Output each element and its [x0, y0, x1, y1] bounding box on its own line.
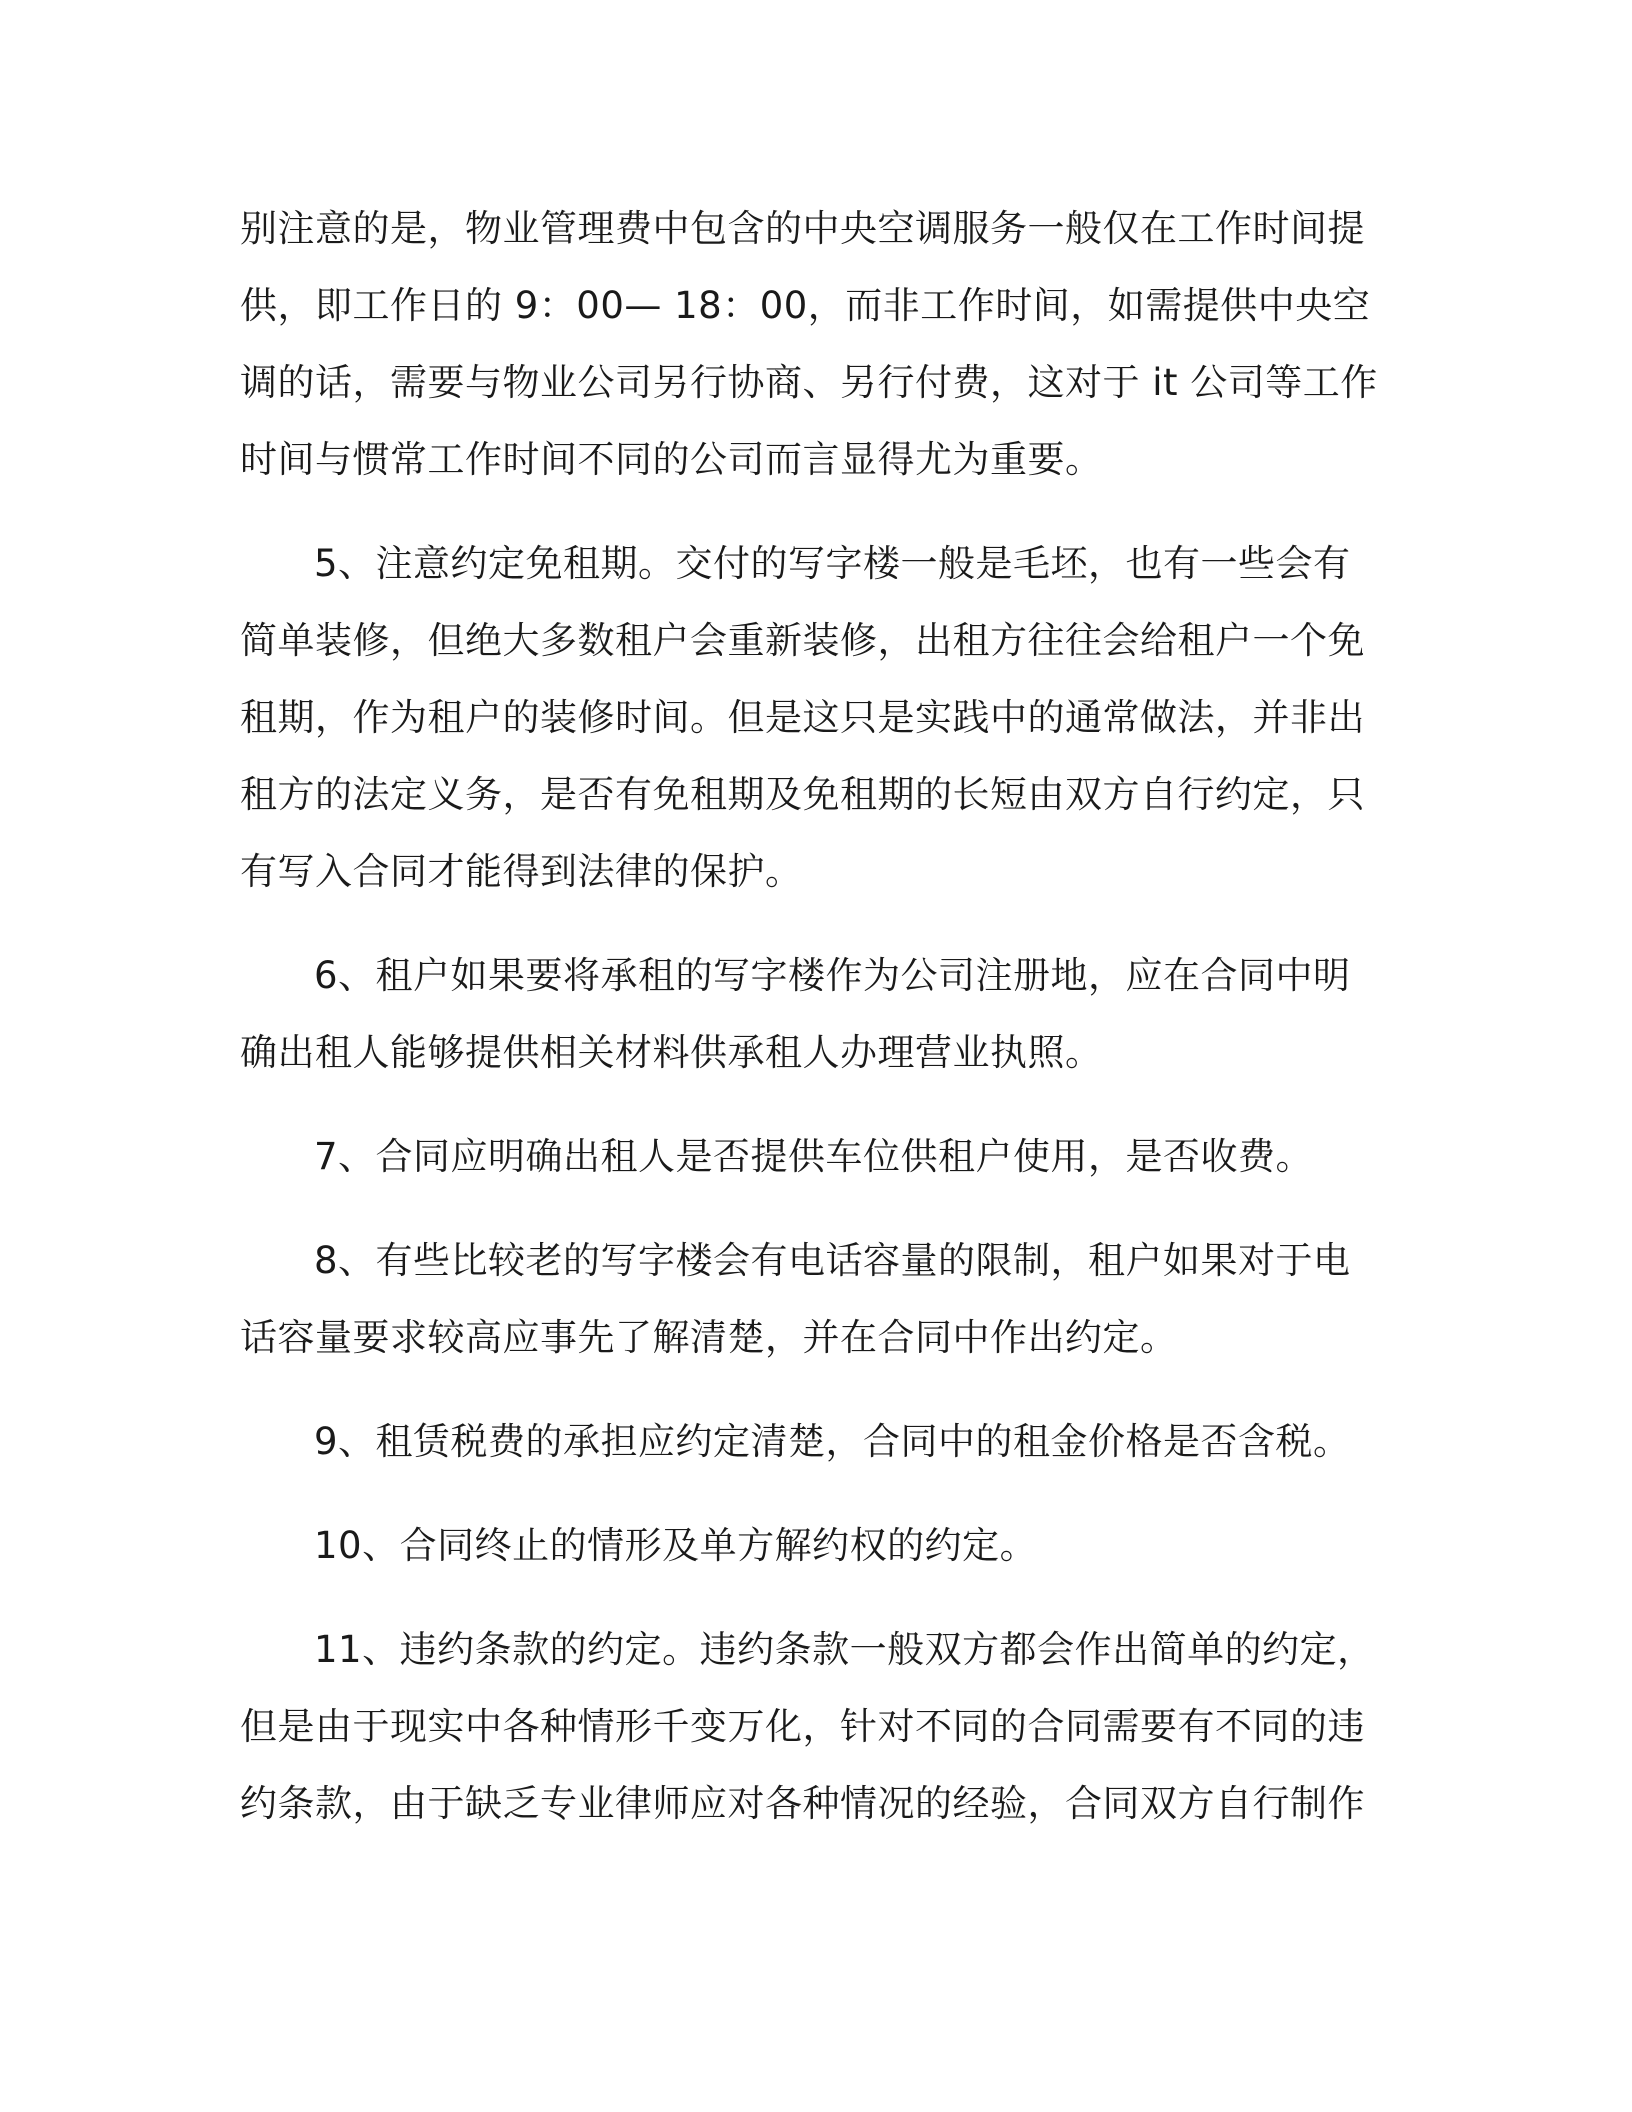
document-body — [240, 190, 1380, 1842]
paragraph-continuation: 别注意的是，物业管理费中包含的中央空调服务一般仅在工作时间提供，即工作日的 9：00— 18：00，而非工作时间，如需提供中央空调的话，需要与物业公司另行协商、另行付费，这对于 it 公司等工作时间与惯常工作时间不同的公司而言显得尤为重要。 — [240, 207, 1378, 481]
paragraph-item-5: 5、注意约定免租期。交付的写字楼一般是毛坯，也有一些会有简单装修，但绝大多数租户会重新装修，出租方往往会给租户一个免租期，作为租户的装修时间。但是这只是实践中的通常做法，并非出租方的法定义务，是否有免租期及免租期的长短由双方自行约定，只有写入合同才能得到法律的保护。 — [240, 542, 1365, 893]
paragraph-item-8: 8、有些比较老的写字楼会有电话容量的限制，租户如果对于电话容量要求较高应事先了解清楚，并在合同中作出约定。 — [240, 1239, 1351, 1359]
paragraph-item-9: 9、租赁税费的承担应约定清楚，合同中的租金价格是否含税。 — [314, 1420, 1351, 1463]
paragraph-item-10: 10、合同终止的情形及单方解约权的约定。 — [314, 1524, 1038, 1567]
paragraph-item-6: 6、租户如果要将承租的写字楼作为公司注册地，应在合同中明确出租人能够提供相关材料供承租人办理营业执照。 — [240, 954, 1351, 1074]
paragraph-item-11: 11、违约条款的约定。违约条款一般双方都会作出简单的约定，但是由于现实中各种情形千变万化，针对不同的合同需要有不同的违约条款，由于缺乏专业律师应对各种情况的经验，合同双方自行制作 — [240, 1628, 1375, 1825]
paragraph-item-7: 7、合同应明确出租人是否提供车位供租户使用，是否收费。 — [314, 1135, 1314, 1178]
